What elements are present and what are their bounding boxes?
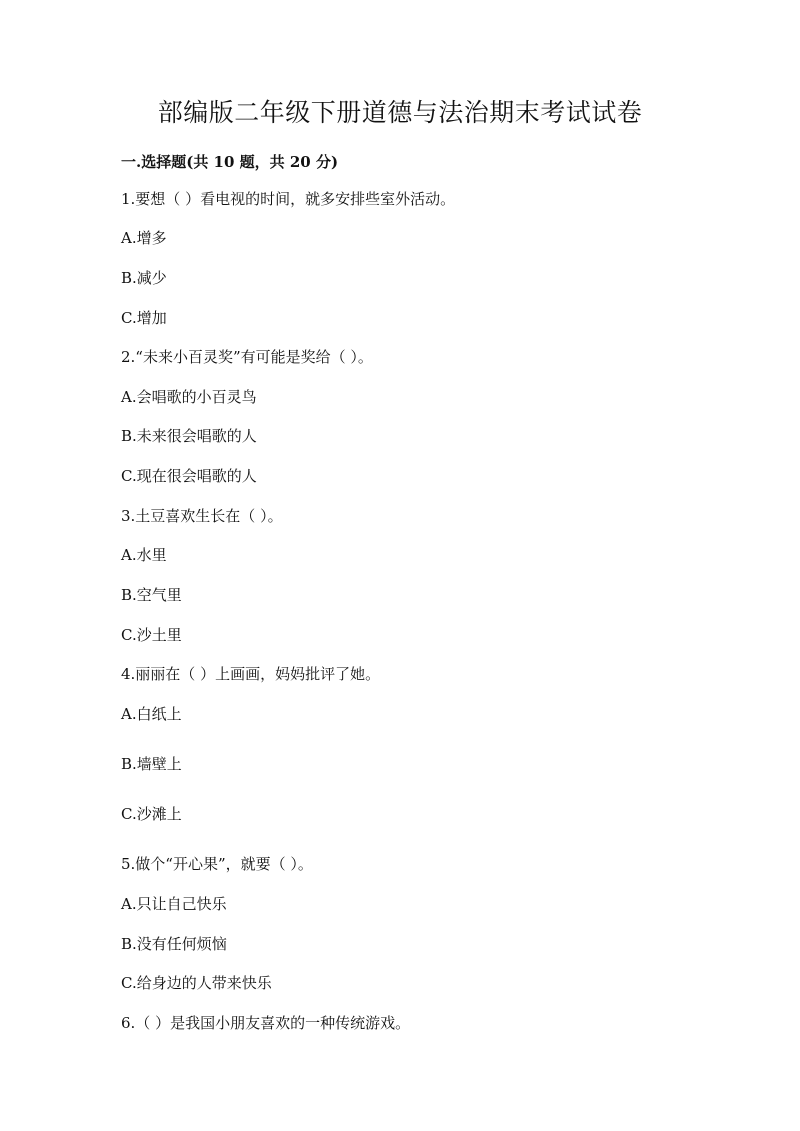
page-title: 部编版二年级下册道德与法治期末考试试卷: [157, 98, 643, 127]
question-6: 6.（ ）是我国小朋友喜欢的一种传统游戏。: [121, 1014, 411, 1032]
question-1-option-b: B.减少: [121, 269, 167, 287]
section-heading: 一.选择题(共 10 题，共 20 分): [121, 153, 339, 171]
question-2-option-a: A.会唱歌的小百灵鸟: [121, 388, 257, 406]
question-1: 1.要想（ ）看电视的时间，就多安排些室外活动。: [121, 190, 456, 208]
question-3-option-a: A.水里: [121, 546, 167, 564]
question-4-option-a: A.白纸上: [121, 705, 182, 723]
question-1-option-a: A.增多: [121, 229, 167, 247]
question-4-option-b: B.墙壁上: [121, 755, 182, 773]
question-2: 2.“未来小百灵奖”有可能是奖给（ ）。: [121, 348, 373, 366]
question-3: 3.土豆喜欢生长在（ ）。: [121, 507, 283, 525]
question-2-option-c: C.现在很会唱歌的人: [121, 467, 257, 485]
question-3-option-b: B.空气里: [121, 586, 182, 604]
question-5: 5.做个“开心果”，就要（ ）。: [121, 855, 313, 873]
question-1-option-c: C.增加: [121, 309, 167, 327]
question-5-option-a: A.只让自己快乐: [121, 895, 227, 913]
question-5-option-c: C.给身边的人带来快乐: [121, 974, 272, 992]
question-4-option-c: C.沙滩上: [121, 805, 182, 823]
question-3-option-c: C.沙土里: [121, 626, 182, 644]
question-2-option-b: B.未来很会唱歌的人: [121, 427, 257, 445]
question-4: 4.丽丽在（ ）上画画，妈妈批评了她。: [121, 665, 381, 683]
question-5-option-b: B.没有任何烦恼: [121, 935, 227, 953]
